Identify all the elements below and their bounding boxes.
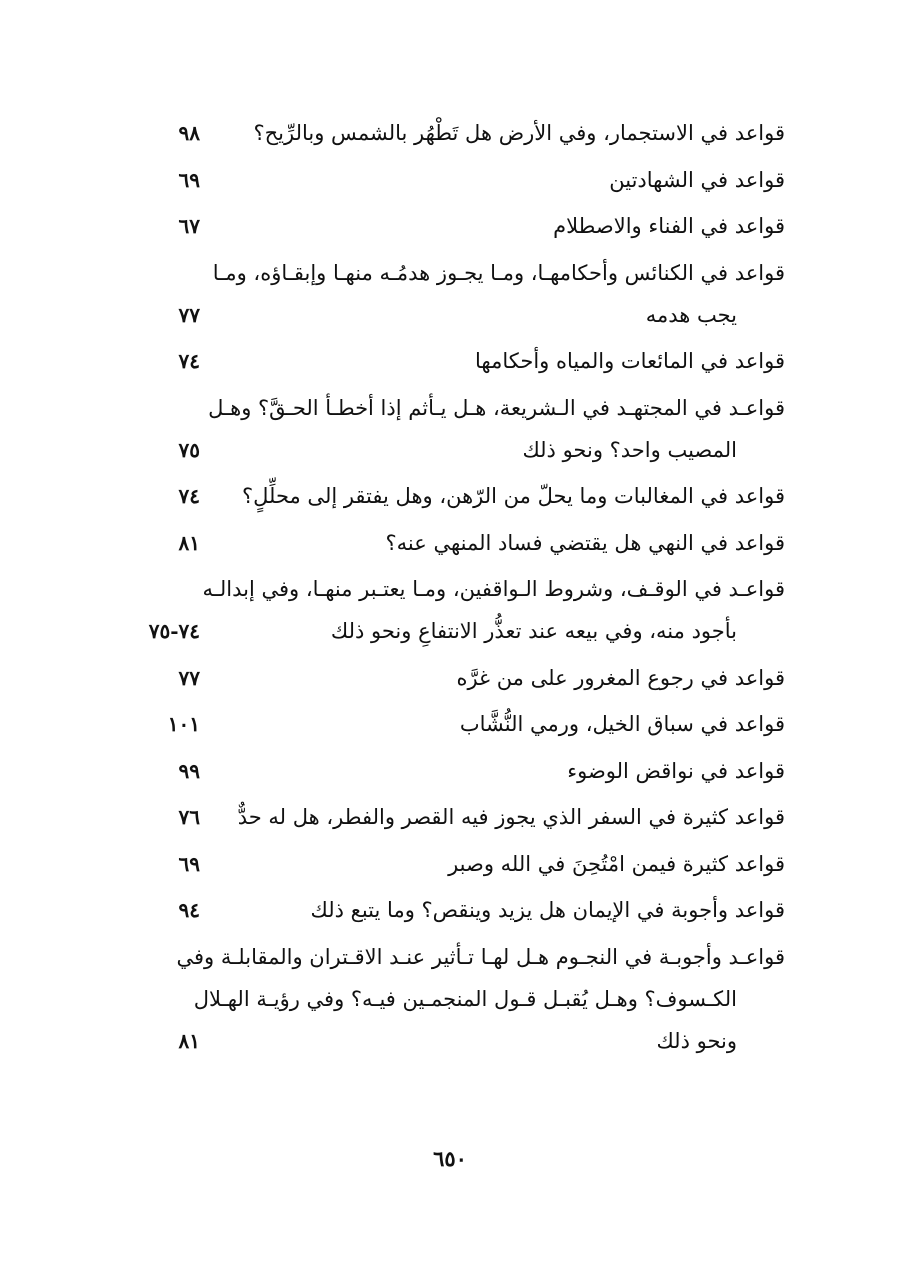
entry-page-number: ٧٤-٧٥ bbox=[148, 619, 200, 643]
entry-title bbox=[220, 475, 785, 517]
entry-page-number: ١٠١ bbox=[167, 712, 200, 736]
entry-title bbox=[220, 340, 785, 382]
index-entry bbox=[110, 889, 785, 931]
entry-title-line: قواعد كثيرة فيمن امْتُحِنَ في الله وصبر bbox=[448, 851, 785, 876]
entry-title-line: قواعد في الكنائس وأحكامهـا، ومـا يجـوز هدمُـه منهـا وإبقـاؤه، ومـا bbox=[212, 260, 785, 285]
entry-page-number: ٧٧ bbox=[178, 302, 200, 327]
index-entry bbox=[110, 340, 785, 382]
index-entry bbox=[110, 568, 785, 652]
entry-title bbox=[220, 703, 785, 745]
entry-title-line: قواعـد في الوقـف، وشروط الـواقفين، ومـا يعتـبر منهـا، وفي إبدالـه bbox=[202, 577, 785, 601]
index-entry bbox=[110, 159, 785, 201]
entry-page-number: ٦٩ bbox=[178, 851, 200, 876]
entry-title-line: بأجود منه، وفي بيعه عند تعذُّر الانتفاعِ ونحو ذلك bbox=[330, 619, 737, 643]
page-number: ٦٥٠ bbox=[433, 1146, 467, 1171]
entry-title-line: قواعد في المغالبات وما يحلّ من الرّهن، وهل يفتقر إلى محلِّلٍ؟ bbox=[241, 484, 785, 508]
index-entry bbox=[110, 205, 785, 247]
entry-title-line: الكـسوف؟ وهـل يُقبـل قـول المنجمـين فيـه؟ وفي رؤيـة الهـلال bbox=[193, 986, 737, 1011]
entry-title bbox=[208, 387, 785, 471]
index-entry bbox=[110, 657, 785, 699]
entry-title bbox=[212, 252, 785, 336]
index-entry bbox=[110, 843, 785, 885]
entry-page-number: ٧٥ bbox=[178, 437, 200, 462]
entry-page-number: ٧٦ bbox=[178, 805, 200, 829]
entry-title bbox=[220, 522, 785, 564]
entry-title-line: قواعـد وأجوبـة في النجـوم هـل لهـا تـأثير عنـد الاقـتران والمقابلـة وفي bbox=[176, 944, 785, 969]
entry-title-line: قواعد في النهي هل يقتضي فساد المنهي عنه؟ bbox=[385, 530, 785, 555]
entry-title bbox=[220, 159, 785, 201]
entry-page-number: ٩٨ bbox=[178, 121, 200, 145]
entry-page-number: ٩٩ bbox=[178, 758, 200, 783]
entry-title-line: قواعد في سباق الخيل، ورمي النُّشَّاب bbox=[459, 712, 785, 736]
entry-page-number: ٨١ bbox=[178, 530, 200, 555]
entry-title bbox=[220, 657, 785, 699]
index-list bbox=[110, 112, 785, 1066]
entry-title-line: قواعد في نواقض الوضوء bbox=[567, 758, 785, 783]
index-entry bbox=[110, 796, 785, 838]
entry-page-number: ٧٧ bbox=[178, 665, 200, 690]
entry-title-line: قواعد في المائعات والمياه وأحكامها bbox=[475, 349, 785, 373]
entry-page-number: ٨١ bbox=[178, 1028, 200, 1053]
entry-page-number: ٩٤ bbox=[178, 898, 200, 922]
entry-page-number: ٦٧ bbox=[178, 214, 200, 238]
entry-title-line: قواعد في رجوع المغرور على من غرَّه bbox=[456, 665, 785, 690]
entry-title-line: قواعد في الفناء والاصطلام bbox=[553, 214, 785, 238]
entry-page-number: ٧٤ bbox=[178, 349, 200, 373]
entry-title-line: المصيب واحد؟ ونحو ذلك bbox=[522, 437, 737, 462]
entry-title-line: ونحو ذلك bbox=[656, 1028, 737, 1053]
entry-title-line: قواعد وأجوبة في الإيمان هل يزيد وينقص؟ وما يتبع ذلك bbox=[310, 898, 785, 922]
index-entry bbox=[110, 387, 785, 471]
entry-title bbox=[220, 843, 785, 885]
index-entry bbox=[110, 522, 785, 564]
entry-title bbox=[220, 750, 785, 792]
index-entry bbox=[110, 475, 785, 517]
entry-title bbox=[220, 112, 785, 154]
index-entry bbox=[110, 703, 785, 745]
entry-title-line: يجب هدمه bbox=[645, 302, 737, 327]
index-entry bbox=[110, 936, 785, 1062]
entry-title-line: قواعـد في المجتهـد في الـشريعة، هـل يـأثم إذا أخطـأ الحـقَّ؟ وهـل bbox=[208, 395, 785, 420]
index-entry bbox=[110, 112, 785, 154]
entry-title-line: قواعد في الشهادتين bbox=[609, 167, 785, 192]
entry-title bbox=[202, 568, 785, 652]
entry-title-line: قواعد في الاستجمار، وفي الأرض هل تَطْهُر بالشمس وبالرِّيح؟ bbox=[253, 121, 785, 145]
entry-title bbox=[220, 205, 785, 247]
entry-page-number: ٧٤ bbox=[178, 484, 200, 508]
entry-title bbox=[220, 889, 785, 931]
entry-title bbox=[220, 796, 785, 838]
index-entry bbox=[110, 252, 785, 336]
entry-page-number: ٦٩ bbox=[178, 167, 200, 192]
index-entry bbox=[110, 750, 785, 792]
entry-title-line: قواعد كثيرة في السفر الذي يجوز فيه القصر والفطر، هل له حدٌّ bbox=[237, 805, 785, 829]
